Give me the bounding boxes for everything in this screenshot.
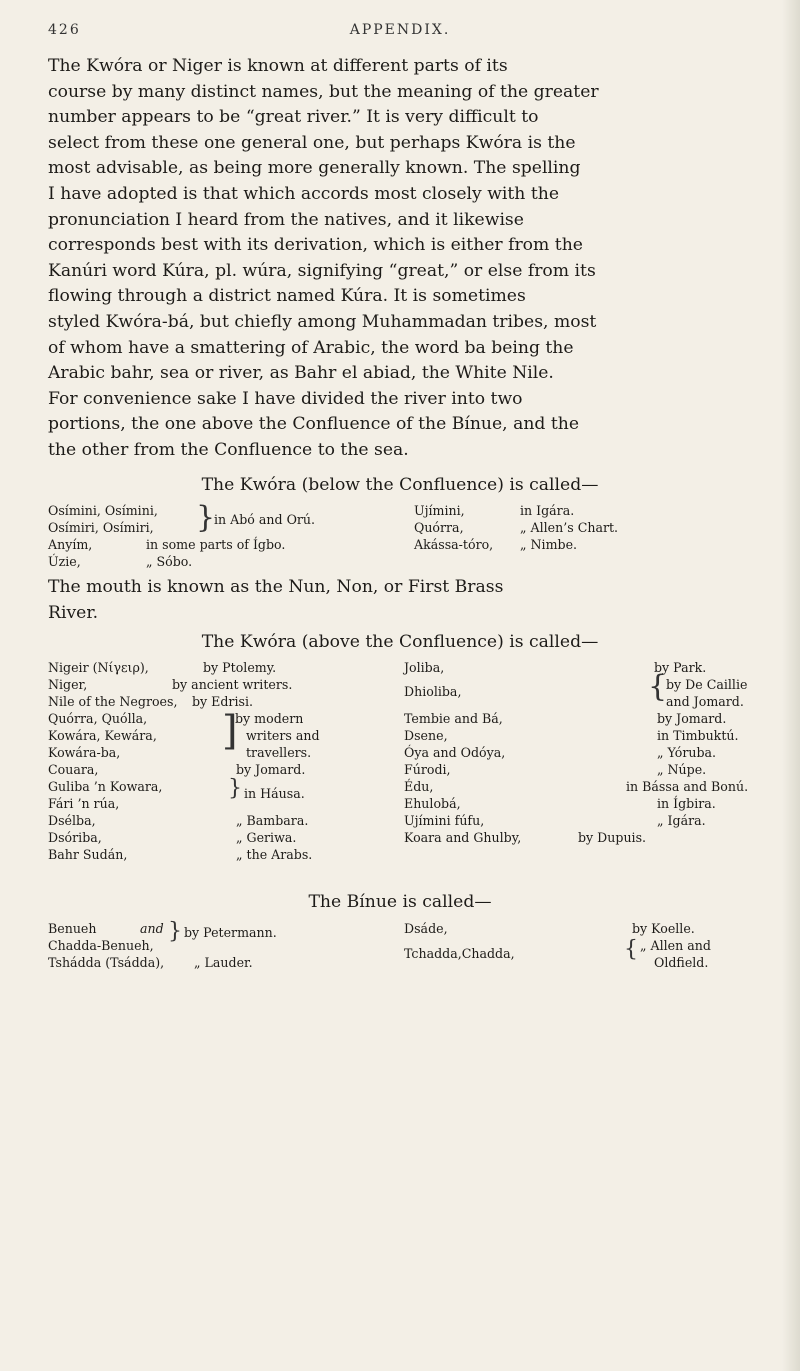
river-source: „ Sóbo. [146, 554, 193, 569]
river-name: Tchadda,Chadda, [404, 946, 515, 961]
river-name: Dsáde, [404, 921, 448, 936]
brace-icon: } [168, 919, 182, 944]
intro-line: Kanúri word Kúra, pl. wúra, signifying “great,” or else from its [48, 260, 596, 281]
intro-line: corresponds best with its derivation, which is either from the [48, 235, 583, 256]
above-right-list [404, 659, 754, 846]
river-source: by ancient writers. [172, 677, 293, 692]
mouth-paragraph [48, 575, 748, 626]
intro-line: I have adopted is that which accords most closely with the [48, 183, 559, 204]
intro-line: styled Kwóra-bá, but chiefly among Muhammadan tribes, most [48, 311, 597, 332]
intro-line: the other from the Confluence to the sea. [48, 439, 409, 460]
river-name: Tembie and Bá, [404, 711, 503, 726]
river-name: Úzie, [48, 554, 81, 569]
river-name: Édu, [404, 779, 434, 794]
name-row [404, 795, 754, 812]
river-source: in some parts of Ígbo. [146, 537, 286, 552]
river-source: „ Yóruba. [657, 745, 717, 760]
name-row [404, 693, 754, 710]
river-name: Osímini, Osímini, [48, 503, 158, 518]
name-row [404, 954, 754, 971]
river-name: Niger, [48, 677, 88, 692]
river-source: „ Geriwa. [236, 830, 297, 845]
river-source: „ the Arabs. [236, 847, 313, 862]
name-row [48, 710, 388, 727]
name-row [404, 920, 754, 937]
mouth-line: River. [48, 602, 99, 623]
brace-icon: { [624, 937, 638, 962]
binue-left-list [48, 920, 388, 971]
river-source: „ Igára. [657, 813, 706, 828]
name-row [404, 761, 754, 778]
intro-line: Arabic bahr, sea or river, as Bahr el abiad, the White Nile. [48, 363, 554, 384]
river-source: by Jomard. [657, 711, 727, 726]
below-right-list [414, 502, 754, 553]
river-source: travellers. [246, 745, 312, 760]
river-source: in Ígbira. [657, 796, 716, 811]
river-name: Dsene, [404, 728, 448, 743]
river-source: „ Bambara. [236, 813, 309, 828]
river-name: Nile of the Negroes, [48, 694, 178, 709]
river-name: Kowára, Kewára, [48, 728, 157, 743]
intro-line: number appears to be “great river.” It is very difficult to [48, 107, 539, 128]
intro-line: select from these one general one, but perhaps Kwóra is the [48, 132, 576, 153]
river-source: „ Nimbe. [520, 537, 578, 552]
intro-line: most advisable, as being more generally known. The spelling [48, 158, 581, 179]
above-left-list [48, 659, 388, 863]
river-source: by Ptolemy. [203, 660, 277, 675]
river-source: and Jomard. [666, 694, 744, 709]
bracket-icon: ] [222, 708, 238, 754]
river-name: Ujímini fúfu, [404, 813, 485, 828]
river-name: Couara, [48, 762, 99, 777]
name-row [414, 519, 754, 536]
name-row [404, 727, 754, 744]
intro-line: For convenience sake I have divided the river into two [48, 388, 523, 409]
river-name: Kowára-ba, [48, 745, 121, 760]
river-source: by Dupuis. [578, 830, 647, 845]
river-source: by Petermann. [184, 925, 277, 940]
river-name: Anyím, [48, 537, 93, 552]
river-name: Fúrodi, [404, 762, 451, 777]
intro-line: pronunciation I heard from the natives, and it likewise [48, 209, 524, 230]
running-header [48, 22, 752, 42]
river-source: „ Allen and [640, 938, 711, 953]
river-source: writers and [246, 728, 320, 743]
intro-line: course by many distinct names, but the meaning of the greater [48, 81, 599, 102]
above-confluence-heading: The Kwóra (above the Confluence) is called— [201, 632, 599, 652]
river-source: „ Allen’s Chart. [520, 520, 619, 535]
river-source: by Edrisi. [192, 694, 253, 709]
river-name: Quórra, Quólla, [48, 711, 148, 726]
river-name: Benueh [48, 921, 97, 936]
river-name: Quórra, [414, 520, 464, 535]
river-source: „ Núpe. [657, 762, 707, 777]
river-source: in Timbuktú. [657, 728, 739, 743]
name-row [404, 778, 754, 795]
name-row [48, 954, 388, 971]
brace-icon: } [196, 500, 216, 535]
name-row [48, 846, 388, 863]
binue-heading: The Bínue is called— [308, 892, 492, 912]
mouth-line: The mouth is known as the Nun, Non, or First Brass [48, 577, 504, 597]
name-row [404, 829, 754, 846]
page-edge-shadow [782, 0, 800, 1371]
name-row [48, 693, 388, 710]
binue-right-list [404, 920, 754, 971]
name-row [48, 829, 388, 846]
name-row [48, 727, 388, 744]
river-name: Tsháddа (Tsádda), [48, 955, 165, 970]
river-source: in Háusa. [244, 786, 305, 801]
brace-icon: { [648, 669, 668, 704]
brace-icon: } [228, 776, 242, 801]
river-source: in Abó and Orú. [214, 512, 316, 527]
name-row [404, 937, 754, 961]
river-name: Ehulobá, [404, 796, 461, 811]
name-row [48, 676, 388, 693]
river-source: in Bássa and Bonú. [626, 779, 749, 794]
name-row [48, 778, 388, 801]
river-name: Joliba, [404, 660, 445, 675]
river-name: Osímiri, Osímiri, [48, 520, 154, 535]
name-row [414, 502, 754, 519]
river-name: Dsélba, [48, 813, 96, 828]
name-row [414, 536, 754, 553]
name-row [404, 676, 754, 699]
river-source: „ Lauder. [194, 955, 253, 970]
river-name: Koara and Ghulby, [404, 830, 522, 845]
name-row [48, 795, 388, 812]
intro-paragraph [48, 54, 748, 464]
river-name: Chadda-Benueh, [48, 938, 154, 953]
below-confluence-heading: The Kwóra (below the Confluence) is called— [201, 475, 599, 495]
river-source: by Koelle. [632, 921, 695, 936]
name-row [48, 744, 388, 761]
river-source: Oldfield. [654, 955, 709, 970]
name-row [404, 659, 754, 676]
name-row [48, 659, 388, 676]
river-name: Akássa-tóro, [414, 537, 494, 552]
river-name: Bahr Sudán, [48, 847, 128, 862]
river-name: Óya and Odóya, [404, 745, 506, 760]
river-name: Guliba ’n Kowara, [48, 779, 163, 794]
river-name: Nigeir (Νίγειρ), [48, 660, 149, 675]
intro-line: of whom have a smattering of Arabic, the word ba being the [48, 337, 574, 358]
river-name: Dsóriba, [48, 830, 102, 845]
river-name: Fári ’n rúa, [48, 796, 120, 811]
intro-line: portions, the one above the Confluence of the Bínue, and the [48, 414, 580, 435]
river-source: by Park. [654, 660, 707, 675]
river-source: in Igára. [520, 503, 575, 518]
name-row [48, 553, 388, 570]
running-title: APPENDIX. [349, 22, 451, 38]
river-source: by De Caillie [666, 677, 748, 692]
name-row [48, 536, 388, 553]
intro-line: The Kwóra or Niger is known at different parts of its [48, 56, 508, 76]
river-name: Dhioliba, [404, 684, 462, 699]
river-name: Ujímini, [414, 503, 465, 518]
name-row [404, 812, 754, 829]
river-source: by modern [235, 711, 304, 726]
name-row [404, 744, 754, 761]
page-number: 426 [48, 22, 81, 38]
name-row [404, 710, 754, 727]
name-row [48, 761, 388, 778]
river-source: and [140, 921, 164, 936]
below-left-list [48, 502, 388, 570]
name-row [48, 812, 388, 829]
intro-line: flowing through a district named Kúra. It is sometimes [48, 286, 526, 307]
river-source: by Jomard. [236, 762, 306, 777]
